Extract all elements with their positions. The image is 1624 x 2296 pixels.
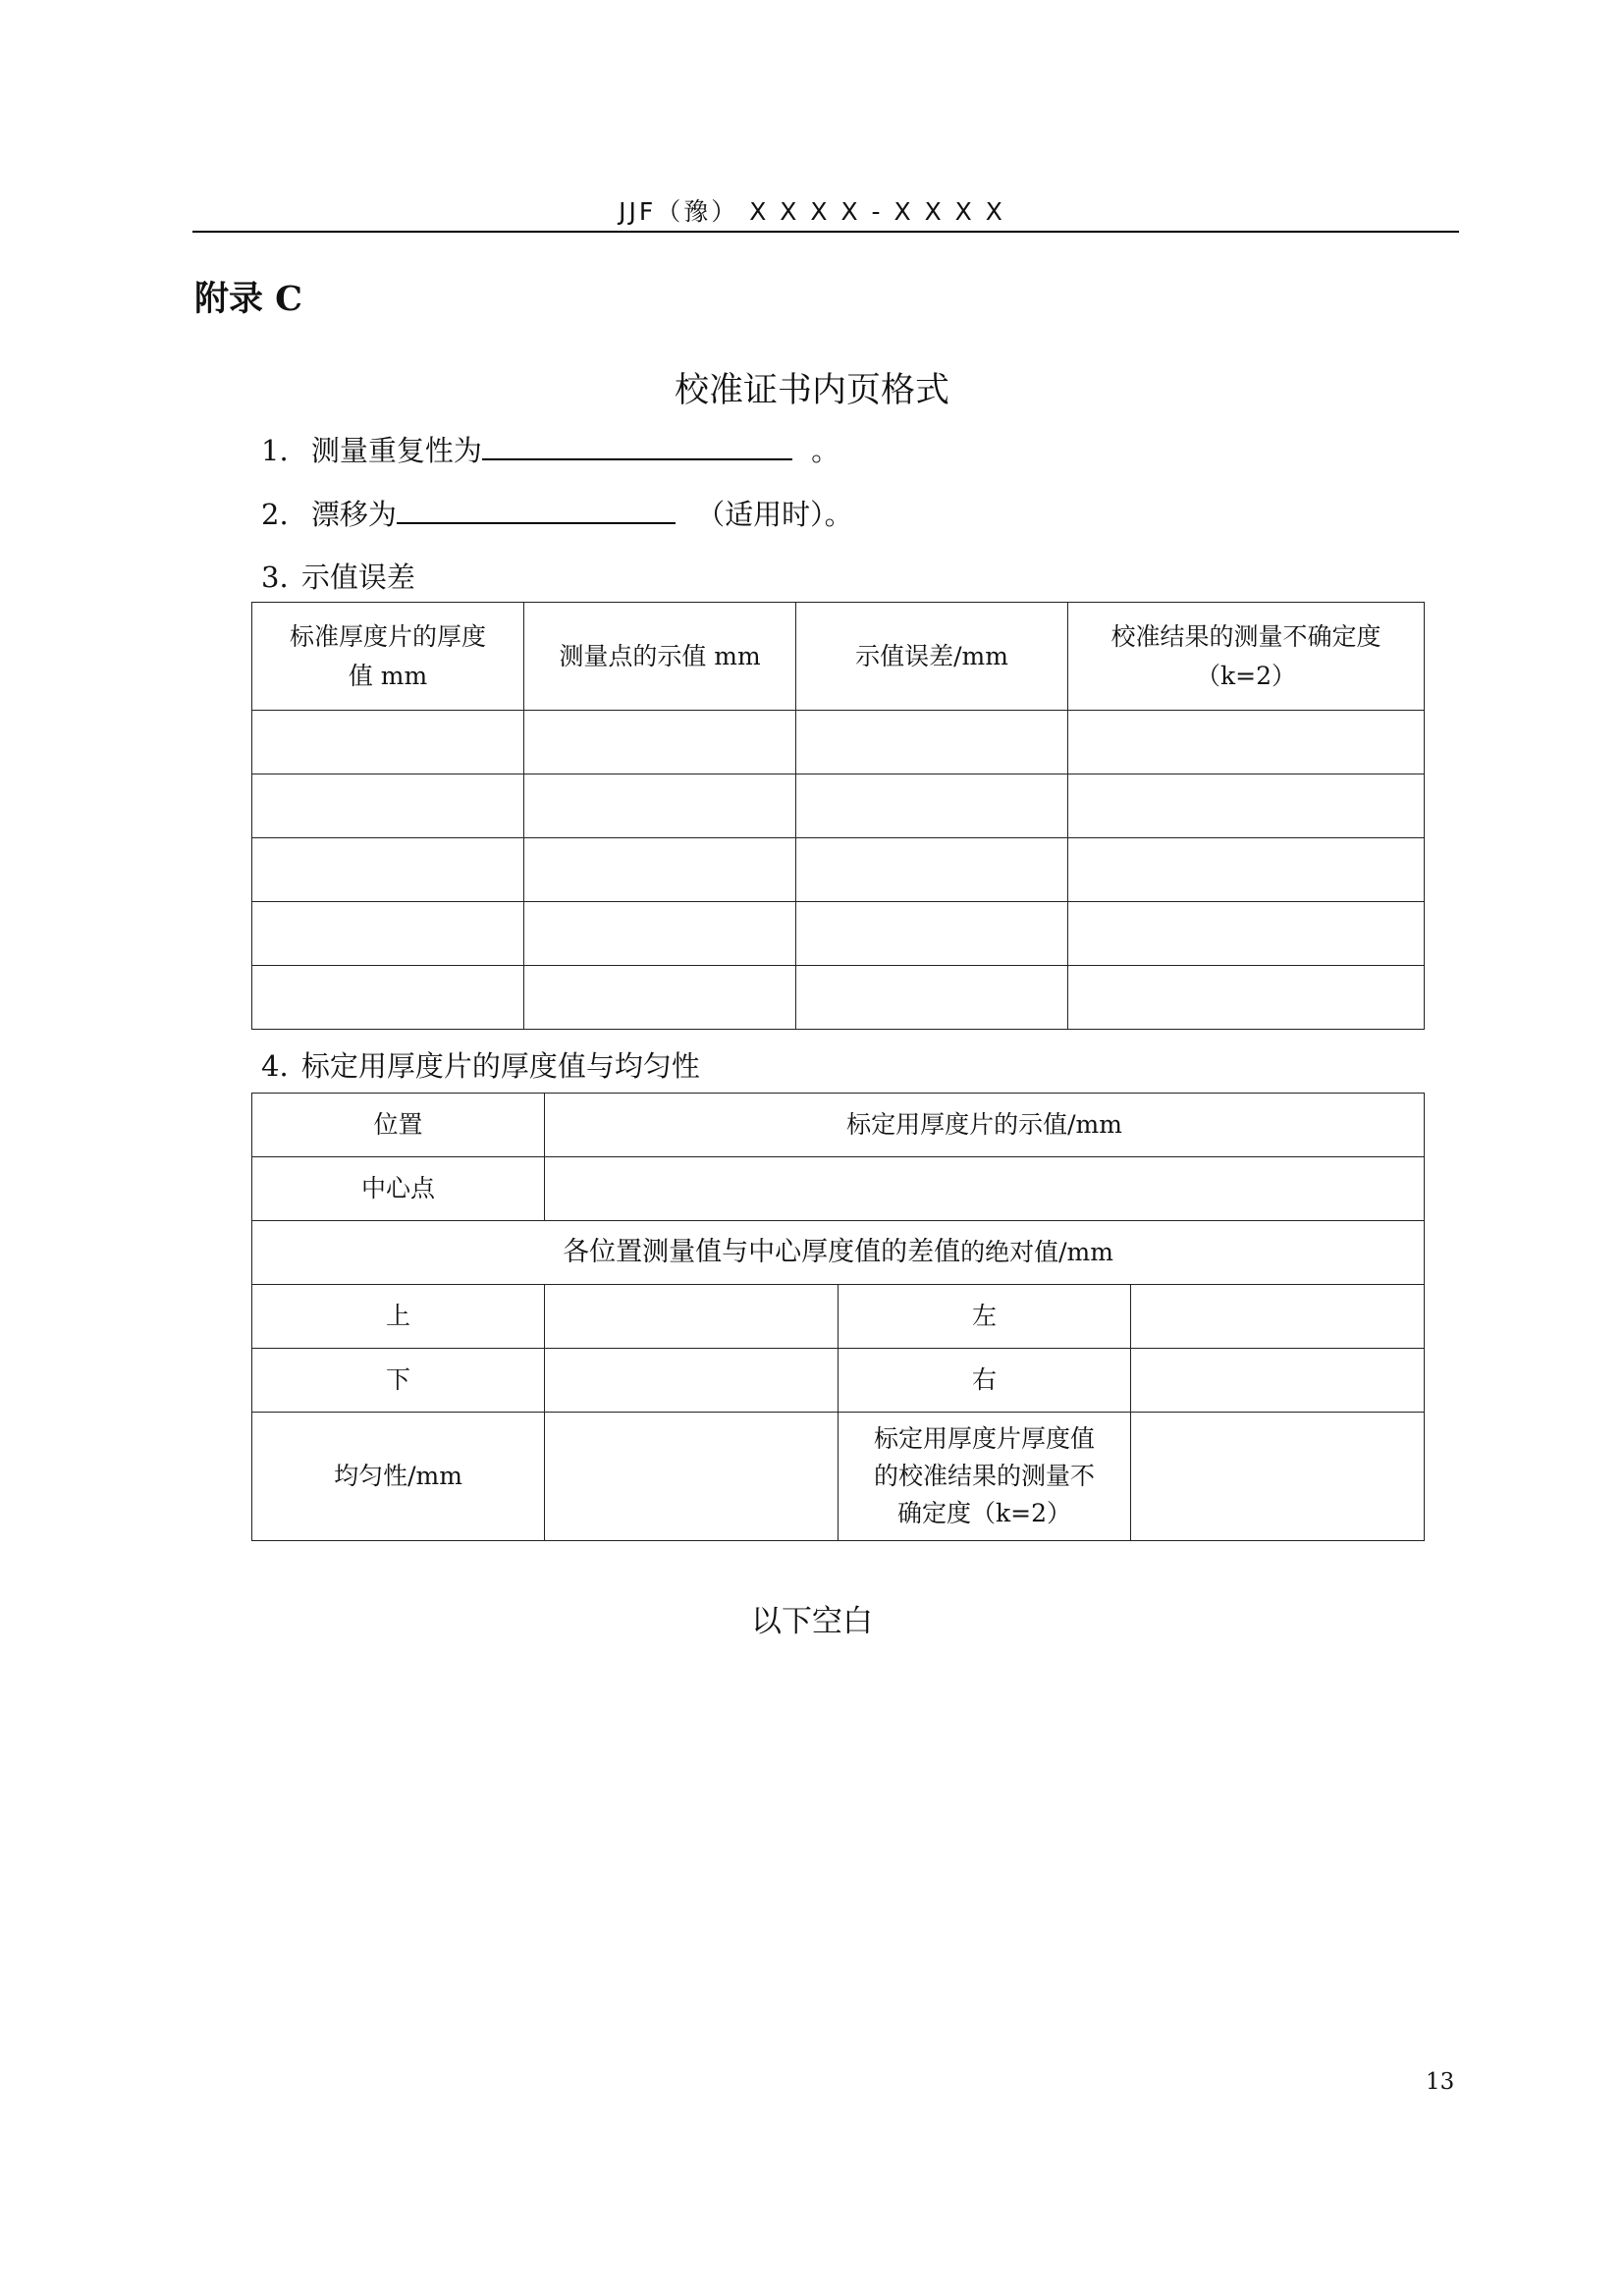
table-cell[interactable] [524, 774, 796, 838]
item-label: 测量重复性为 [310, 434, 482, 467]
table-row [252, 902, 1425, 966]
center-value-cell[interactable] [545, 1157, 1425, 1221]
item-label: 标定用厚度片的厚度值与均匀性 [300, 1049, 700, 1083]
item-suffix: （适用时）。 [696, 498, 853, 531]
table-cell[interactable] [524, 838, 796, 902]
reading-header: 标定用厚度片的示值/mm [545, 1094, 1425, 1157]
header-cell-uncertainty: 校准结果的测量不确定度 （k=2） [1068, 603, 1425, 711]
item-repeatability [261, 429, 839, 469]
table-row [252, 1221, 1425, 1285]
repeatability-blank[interactable] [482, 431, 792, 460]
appendix-label: 附录 C [194, 279, 303, 319]
table-row [252, 966, 1425, 1030]
page-number: 13 [1426, 2069, 1455, 2095]
table-cell[interactable] [796, 774, 1068, 838]
item-label: 漂移为 [310, 498, 397, 531]
header-rule [192, 231, 1459, 233]
table-header-row [252, 603, 1425, 711]
table-row [252, 1157, 1425, 1221]
table-cell[interactable] [524, 902, 796, 966]
plate-uncertainty-value-cell[interactable] [1131, 1413, 1425, 1541]
position-header: 位置 [252, 1094, 545, 1157]
table-cell[interactable] [1068, 774, 1425, 838]
table-cell[interactable] [1068, 838, 1425, 902]
item-number: 3. [261, 561, 289, 594]
difference-header: 各位置测量值与中心厚度值的差值的绝对值/mm [252, 1221, 1425, 1285]
down-value-cell[interactable] [545, 1349, 839, 1413]
table-cell[interactable] [252, 838, 524, 902]
down-label: 下 [252, 1349, 545, 1413]
table-cell[interactable] [1068, 966, 1425, 1030]
table-cell[interactable] [252, 711, 524, 774]
right-label: 右 [839, 1349, 1131, 1413]
uniformity-label: 均匀性/mm [252, 1413, 545, 1541]
table-cell[interactable] [252, 966, 524, 1030]
table-cell[interactable] [1068, 711, 1425, 774]
left-value-cell[interactable] [1131, 1285, 1425, 1349]
plate-uncertainty-label: 标定用厚度片厚度值 的校准结果的测量不 确定度（k=2） [839, 1413, 1131, 1541]
left-label: 左 [839, 1285, 1131, 1349]
header-code: JJF（豫） X X X X - X X X X [619, 197, 1005, 226]
right-value-cell[interactable] [1131, 1349, 1425, 1413]
indication-error-table [251, 602, 1425, 1030]
table-row [252, 711, 1425, 774]
calibration-plate-table [251, 1093, 1425, 1541]
table-row [252, 1349, 1425, 1413]
table-cell[interactable] [524, 711, 796, 774]
up-value-cell[interactable] [545, 1285, 839, 1349]
drift-blank[interactable] [397, 495, 676, 524]
up-label: 上 [252, 1285, 545, 1349]
center-label: 中心点 [252, 1157, 545, 1221]
header-cell-measuring-point: 测量点的示值 mm [524, 603, 796, 711]
table-row [252, 774, 1425, 838]
table-row [252, 1285, 1425, 1349]
item-number: 4. [261, 1049, 289, 1083]
item-indication-error [261, 556, 415, 596]
item-calibration-plate [261, 1044, 700, 1085]
header-cell-indication-error: 示值误差/mm [796, 603, 1068, 711]
table-row [252, 1094, 1425, 1157]
header-cell-standard-thickness: 标准厚度片的厚度 值 mm [252, 603, 524, 711]
item-suffix: 。 [811, 434, 840, 467]
table-row [252, 838, 1425, 902]
table-cell[interactable] [252, 902, 524, 966]
table-cell[interactable] [1068, 902, 1425, 966]
table-cell[interactable] [796, 711, 1068, 774]
table-cell[interactable] [252, 774, 524, 838]
page-title: 校准证书内页格式 [674, 371, 949, 410]
uniformity-value-cell[interactable] [545, 1413, 839, 1541]
blank-below-note: 以下空白 [751, 1604, 873, 1639]
item-drift [261, 493, 853, 533]
item-number: 2. [261, 498, 289, 531]
item-label: 示值误差 [300, 561, 415, 594]
item-number: 1. [261, 434, 289, 467]
table-cell[interactable] [524, 966, 796, 1030]
table-row [252, 1413, 1425, 1541]
table-cell[interactable] [796, 966, 1068, 1030]
table-cell[interactable] [796, 902, 1068, 966]
table-cell[interactable] [796, 838, 1068, 902]
